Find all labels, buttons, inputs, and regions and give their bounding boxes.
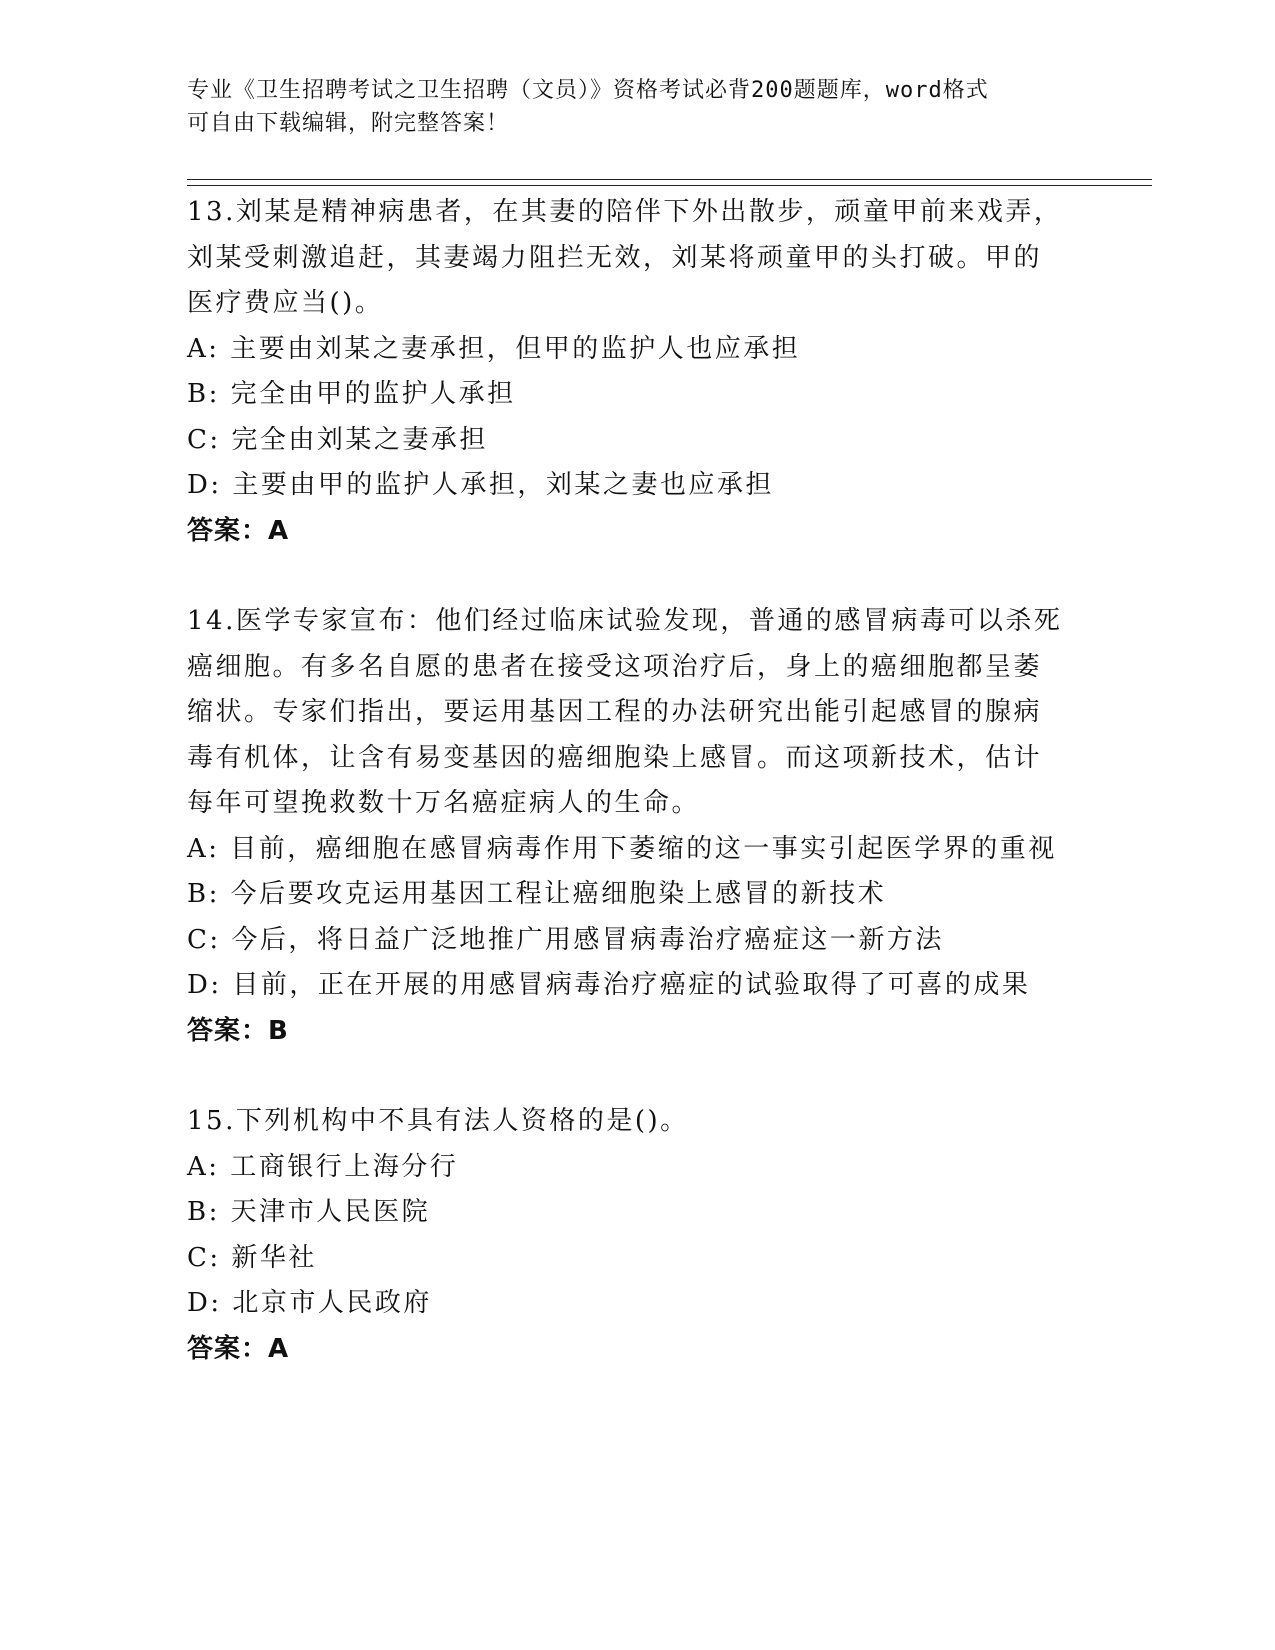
answer-label: 答案：A bbox=[187, 1333, 290, 1364]
option-b: B: 完全由甲的监护人承担 bbox=[187, 379, 516, 409]
answer-label: 答案：A bbox=[187, 515, 290, 546]
question-spacer bbox=[187, 1054, 1087, 1099]
answer-label: 答案：B bbox=[187, 1015, 289, 1046]
option-c: C: 完全由刘某之妻承担 bbox=[187, 424, 488, 455]
option-a: A: 工商银行上海分行 bbox=[187, 1151, 459, 1182]
header-divider-top bbox=[187, 179, 1152, 180]
question-stem-line: 缩状。专家们指出，要运用基因工程的办法研究出能引起感冒的腺病 bbox=[187, 697, 1043, 727]
question-14 bbox=[187, 599, 1087, 1054]
question-15 bbox=[187, 1099, 1087, 1372]
document-header bbox=[187, 74, 1087, 140]
option-c: C: 今后，将日益广泛地推广用感冒病毒治疗癌症这一新方法 bbox=[187, 924, 944, 955]
option-d: D: 北京市人民政府 bbox=[187, 1288, 432, 1318]
question-stem-line: 15.下列机构中不具有法人资格的是()。 bbox=[187, 1106, 689, 1136]
question-stem-line: 刘某受刺激追赶，其妻竭力阻拦无效，刘某将顽童甲的头打破。甲的 bbox=[187, 242, 1043, 273]
option-a: A: 主要由刘某之妻承担，但甲的监护人也应承担 bbox=[187, 333, 801, 364]
question-stem-line: 每年可望挽救数十万名癌症病人的生命。 bbox=[187, 788, 701, 818]
question-stem-line: 13.刘某是精神病患者，在其妻的陪伴下外出散步，顽童甲前来戏弄， bbox=[187, 197, 1063, 227]
option-b: B: 今后要攻克运用基因工程让癌细胞染上感冒的新技术 bbox=[187, 879, 887, 909]
option-d: D: 目前，正在开展的用感冒病毒治疗癌症的试验取得了可喜的成果 bbox=[187, 970, 1031, 1000]
question-stem-line: 14.医学专家宣布：他们经过临床试验发现，普通的感冒病毒可以杀死 bbox=[187, 606, 1063, 636]
option-d: D: 主要由甲的监护人承担，刘某之妻也应承担 bbox=[187, 470, 774, 500]
question-list bbox=[187, 190, 1087, 1372]
question-spacer bbox=[187, 554, 1087, 599]
question-stem-line: 毒有机体，让含有易变基因的癌细胞染上感冒。而这项新技术，估计 bbox=[187, 742, 1043, 773]
option-a: A: 目前，癌细胞在感冒病毒作用下萎缩的这一事实引起医学界的重视 bbox=[187, 833, 1057, 864]
question-stem-line: 癌细胞。有多名自愿的患者在接受这项治疗后，身上的癌细胞都呈萎 bbox=[187, 651, 1043, 682]
option-b: B: 天津市人民医院 bbox=[187, 1197, 431, 1227]
option-c: C: 新华社 bbox=[187, 1242, 317, 1273]
header-line-1: 专业《卫生招聘考试之卫生招聘（文员）》资格考试必背200题题库，word格式 bbox=[187, 78, 989, 103]
header-divider-bottom bbox=[187, 185, 1152, 186]
header-line-2: 可自由下载编辑，附完整答案！ bbox=[187, 111, 510, 136]
question-13 bbox=[187, 190, 1087, 554]
question-stem-line: 医疗费应当()。 bbox=[187, 288, 384, 318]
